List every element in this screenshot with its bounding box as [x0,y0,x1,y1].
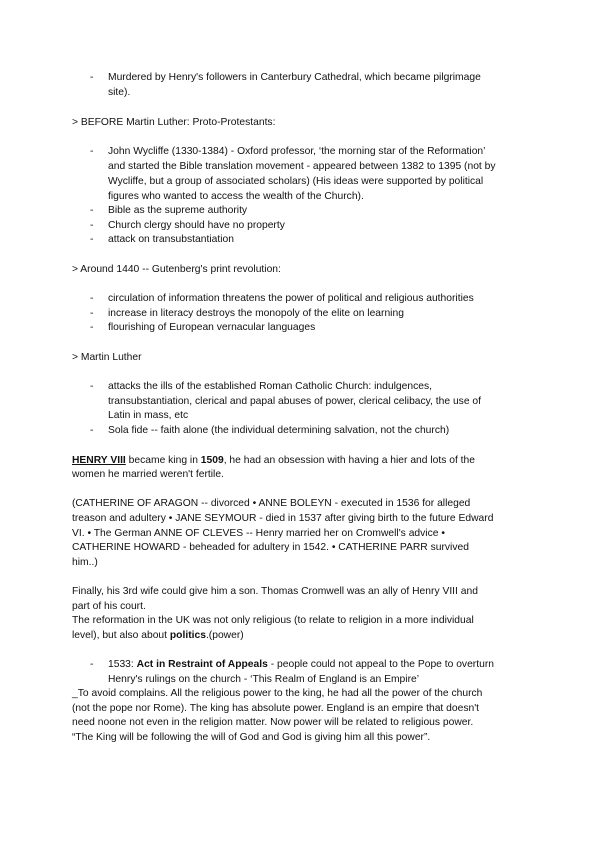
text-line: 1533: Act in Restraint of Appeals - people could not appeal to the Pope to overturn [108,659,494,670]
list-dash: - [90,146,94,157]
text-line: attack on transubstantiation [108,234,234,245]
list-dash: - [90,308,94,319]
text-line: and started the Bible translation movement - appeared between 1382 to 1395 (not by [108,161,496,172]
text-line: HENRY VIII became king in 1509, he had an obsession with having a hier and lots of the [72,455,476,466]
text-line: Church clergy should have no property [108,220,285,231]
text-line: figures who wanted to access the wealth of the Church). [108,191,364,202]
text-line: him..) [72,557,98,568]
text-line: Finally, his 3rd wife could give him a son. Thomas Cromwell was an ally of Henry VIII and [72,586,478,597]
list-dash: - [90,425,94,436]
text-line: (CATHERINE OF ARAGON -- divorced • ANNE BOLEYN - executed in 1536 for alleged [72,498,471,509]
text-line: part of his court. [72,601,146,612]
henry-viii-heading: HENRY VIII [72,455,126,466]
text-line: (not the pope nor Rome). The king has absolute power. England is an empire that doesn't [72,703,480,714]
text-line: Sola fide -- faith alone (the individual determining salvation, not the church) [108,425,450,436]
text-line: Latin in mass, etc [108,410,189,421]
text-line: _To avoid complains. All the religious power to the king, he had all the power of the church [72,688,483,699]
section-heading: > BEFORE Martin Luther: Proto-Protestants: [72,117,276,128]
text-line: CATHERINE HOWARD - beheaded for adultery in 1542. • CATHERINE PARR survived [72,542,469,553]
text-line: Henry's rulings on the church - ‘This Realm of England is an Empire’ [108,674,420,685]
text-line: “The King will be following the will of God and God is giving him all this power”. [72,732,431,743]
text-line: attacks the ills of the established Roman Catholic Church: indulgences, [108,381,432,392]
text-line: treason and adultery • JANE SEYMOUR - died in 1537 after giving birth to the future Edward [72,513,494,524]
list-dash: - [90,220,94,231]
text-line: Murdered by Henry's followers in Canterbury Cathedral, which became pilgrimage [108,72,481,83]
text-line: women he married weren't fertile. [72,469,224,480]
text-line: John Wycliffe (1330-1384) - Oxford professor, ‘the morning star of the Reformation’ [108,146,486,157]
list-dash: - [90,205,94,216]
politics-emphasis: politics [169,630,206,641]
text-line: transubstantiation, clerical and papal abuses of power, clerical celibacy, the use of [108,396,482,407]
text-line: VI. • The German ANNE OF CLEVES -- Henry married her on Cromwell's advice • [72,528,445,539]
list-dash: - [90,234,94,245]
list-dash: - [90,293,94,304]
text-line: Wycliffe, but a group of associated scholars) (His ideas were supported by political [108,176,484,187]
list-dash: - [90,72,94,83]
text-line: increase in literacy destroys the monopoly of the elite on learning [108,308,404,319]
year-1509: 1509 [200,455,224,466]
section-heading: > Around 1440 -- Gutenberg's print revolution: [72,264,281,275]
text-line: level), but also about politics.(power) [72,630,244,641]
text-line: The reformation in the UK was not only religious (to relate to religion in a more individual [72,615,474,626]
list-dash: - [90,659,94,670]
text-line: Bible as the supreme authority [108,205,248,216]
text-line: flourishing of European vernacular languages [108,322,316,333]
list-dash: - [90,381,94,392]
text-line: circulation of information threatens the power of political and religious authorities [108,293,474,304]
act-in-restraint-of-appeals: Act in Restraint of Appeals [136,659,268,670]
list-dash: - [90,322,94,333]
text-line: need noone not even in the religion matter. Now power will be related to religious power. [72,717,474,728]
section-heading: > Martin Luther [72,352,142,363]
text-line: site). [108,87,131,98]
